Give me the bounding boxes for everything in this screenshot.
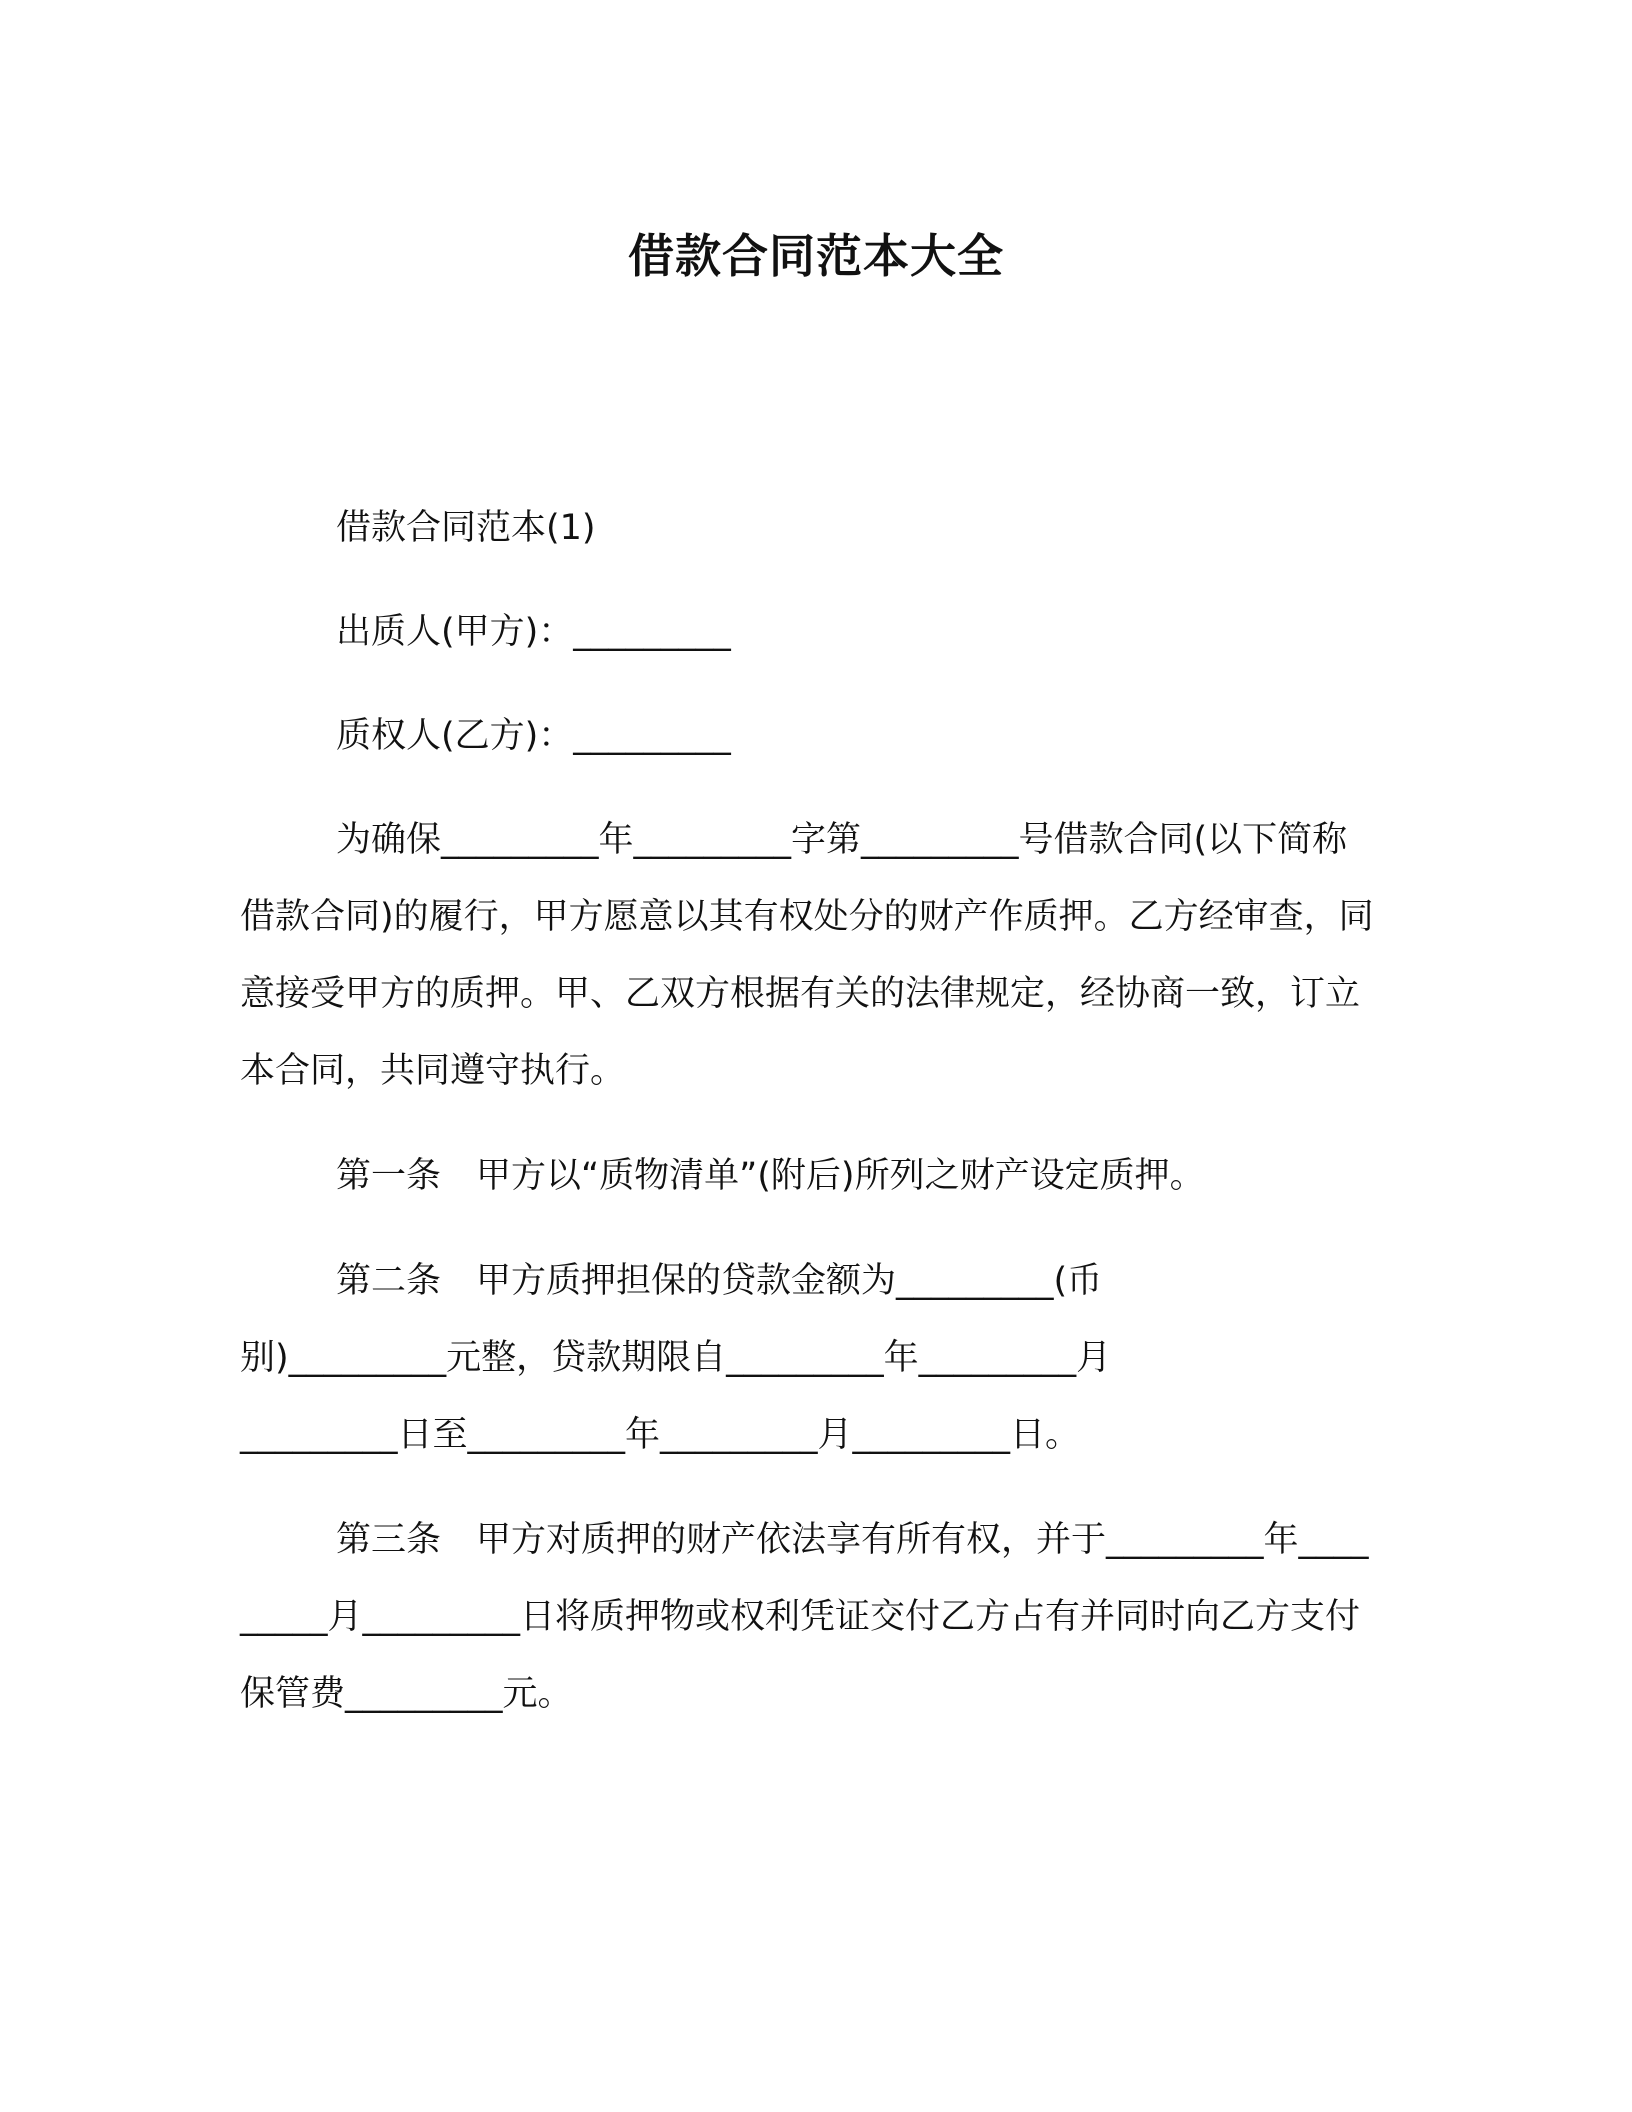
- pledgor-line: 出质人(甲方)：_________: [336, 612, 731, 652]
- preamble-paragraph: 为确保_________年_________字第_________号借款合同(以下简称借款合同)的履行，甲方愿意以其有权处分的财产作质押。乙方经审查，同意接受甲方的质押。甲、乙双方根据有关的法律规定，经协商一致，订立本合同，共同遵守执行。: [240, 820, 1374, 1091]
- article-2-line-2: 别)_________元整，贷款期限自_________年_________月: [240, 1338, 1112, 1378]
- article-2: [240, 1243, 1380, 1474]
- article-2-line-1: 第二条 甲方质押担保的贷款金额为_________(币: [336, 1261, 1103, 1301]
- section-heading: 借款合同范本(1): [336, 508, 596, 548]
- article-3: 第三条 甲方对质押的财产依法享有所有权，并于_________年_________月_________日将质押物或权利凭证交付乙方占有并同时向乙方支付保管费_________元。: [240, 1520, 1369, 1714]
- article-2-line-3: _________日至_________年_________月_________日。: [240, 1415, 1081, 1455]
- pledgee-line: 质权人(乙方)：_________: [336, 716, 731, 756]
- document-title: 借款合同范本大全: [628, 229, 1004, 283]
- document-body: [240, 490, 1380, 1733]
- article-1: 第一条 甲方以“质物清单”(附后)所列之财产设定质押。: [336, 1156, 1205, 1196]
